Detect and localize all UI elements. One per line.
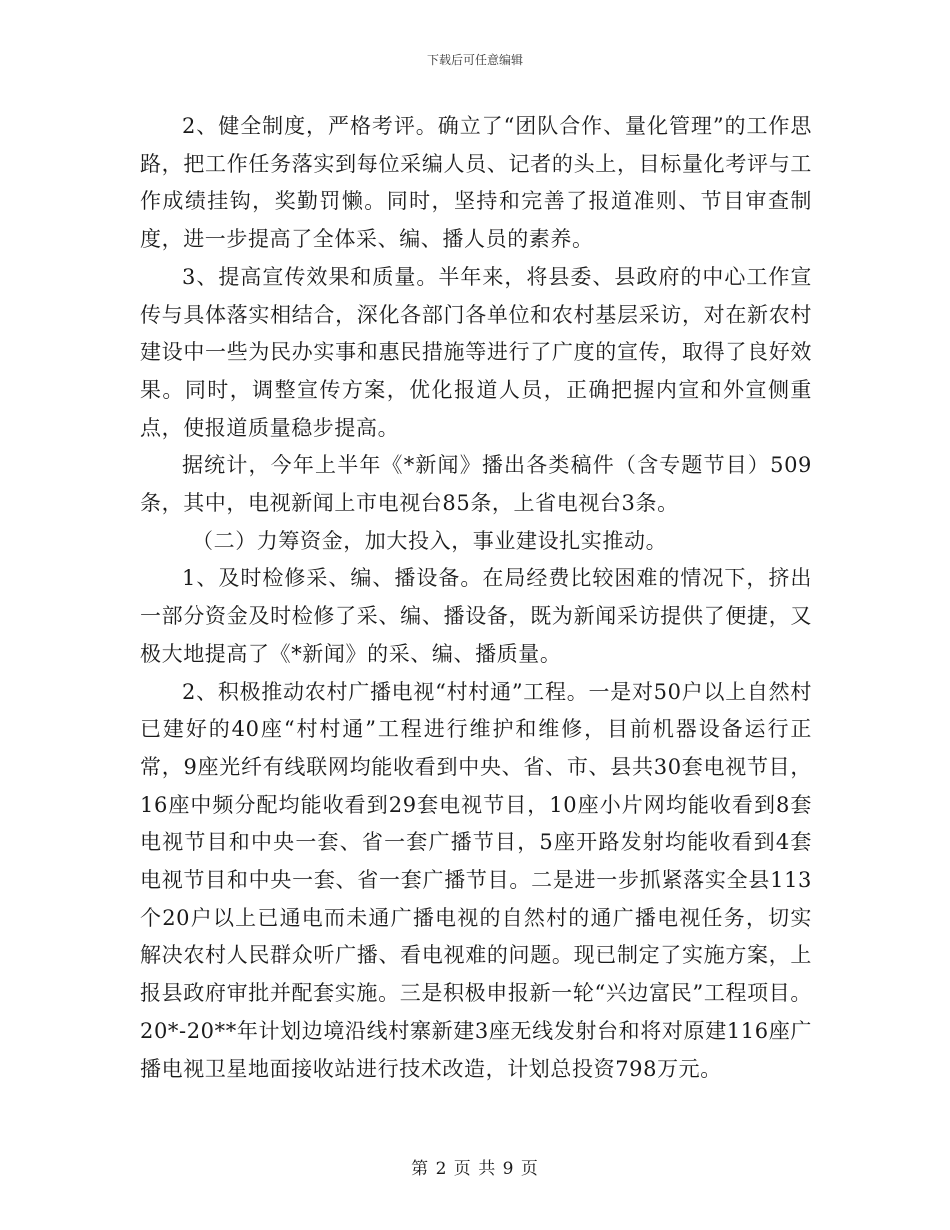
paragraph-statistics: 据统计，今年上半年《*新闻》播出各类稿件（含专题节目）509条，其中，电视新闻上市电视台85条，上省电视台3条。 xyxy=(140,453,812,516)
paragraph-village-coverage: 2、积极推动农村广播电视“村村通”工程。一是对50户以上自然村已建好的40座“村村通”工程进行维护和维修，目前机器设备运行正常，9座光纤有线联网均能收看到中央、省、市、县共30套电视节目，16座中频分配均能收看到29套电视节目，10座小片网均能收看到8套电视节目和中央一套、省一套广播节目，5座开路发射均能收看到4套电视节目和中央一套、省一套广播节目。二是进一步抓紧落实全县113个20户以上已通电而未通广播电视的自然村的通广播电视任务，切实解决农村人民群众听广播、看电视难的问题。现已制定了实施方案，上报县政府审批并配套实施。三是积极申报新一轮“兴边富民”工程项目。20*-20**年计划边境沿线村寨新建3座无线发射台和将对原建116座广播电视卫星地面接收站进行技术改造，计划总投资798万元。 xyxy=(140,679,812,1081)
paragraph-publicity-quality: 3、提高宣传效果和质量。半年来，将县委、县政府的中心工作宣传与具体落实相结合，深化各部门各单位和农村基层采访，对在新农村建设中一些为民办实事和惠民措施等进行了广度的宣传，取得了良好效果。同时，调整宣传方案，优化报道人员，正确把握内宣和外宣侧重点，使报道质量稳步提高。 xyxy=(140,264,812,440)
paragraph-equipment-repair: 1、及时检修采、编、播设备。在局经费比较困难的情况下，挤出一部分资金及时检修了采、编、播设备，既为新闻采访提供了便捷，又极大地提高了《*新闻》的采、编、播质量。 xyxy=(140,566,812,666)
page-number: 第 2 页 共 9 页 xyxy=(411,1159,539,1179)
document-body xyxy=(140,108,812,1088)
paragraph-system-evaluation: 2、健全制度，严格考评。确立了“团队合作、量化管理”的工作思路，把工作任务落实到每位采编人员、记者的头上，目标量化考评与工作成绩挂钩，奖勤罚懒。同时，坚持和完善了报道准则、节目审查制度，进一步提高了全体采、编、播人员的素养。 xyxy=(140,114,812,252)
page-header-note: 下载后可任意编辑 xyxy=(426,53,523,67)
section-subheading: （二）力筹资金，加大投入，事业建设扎实推动。 xyxy=(192,528,668,553)
